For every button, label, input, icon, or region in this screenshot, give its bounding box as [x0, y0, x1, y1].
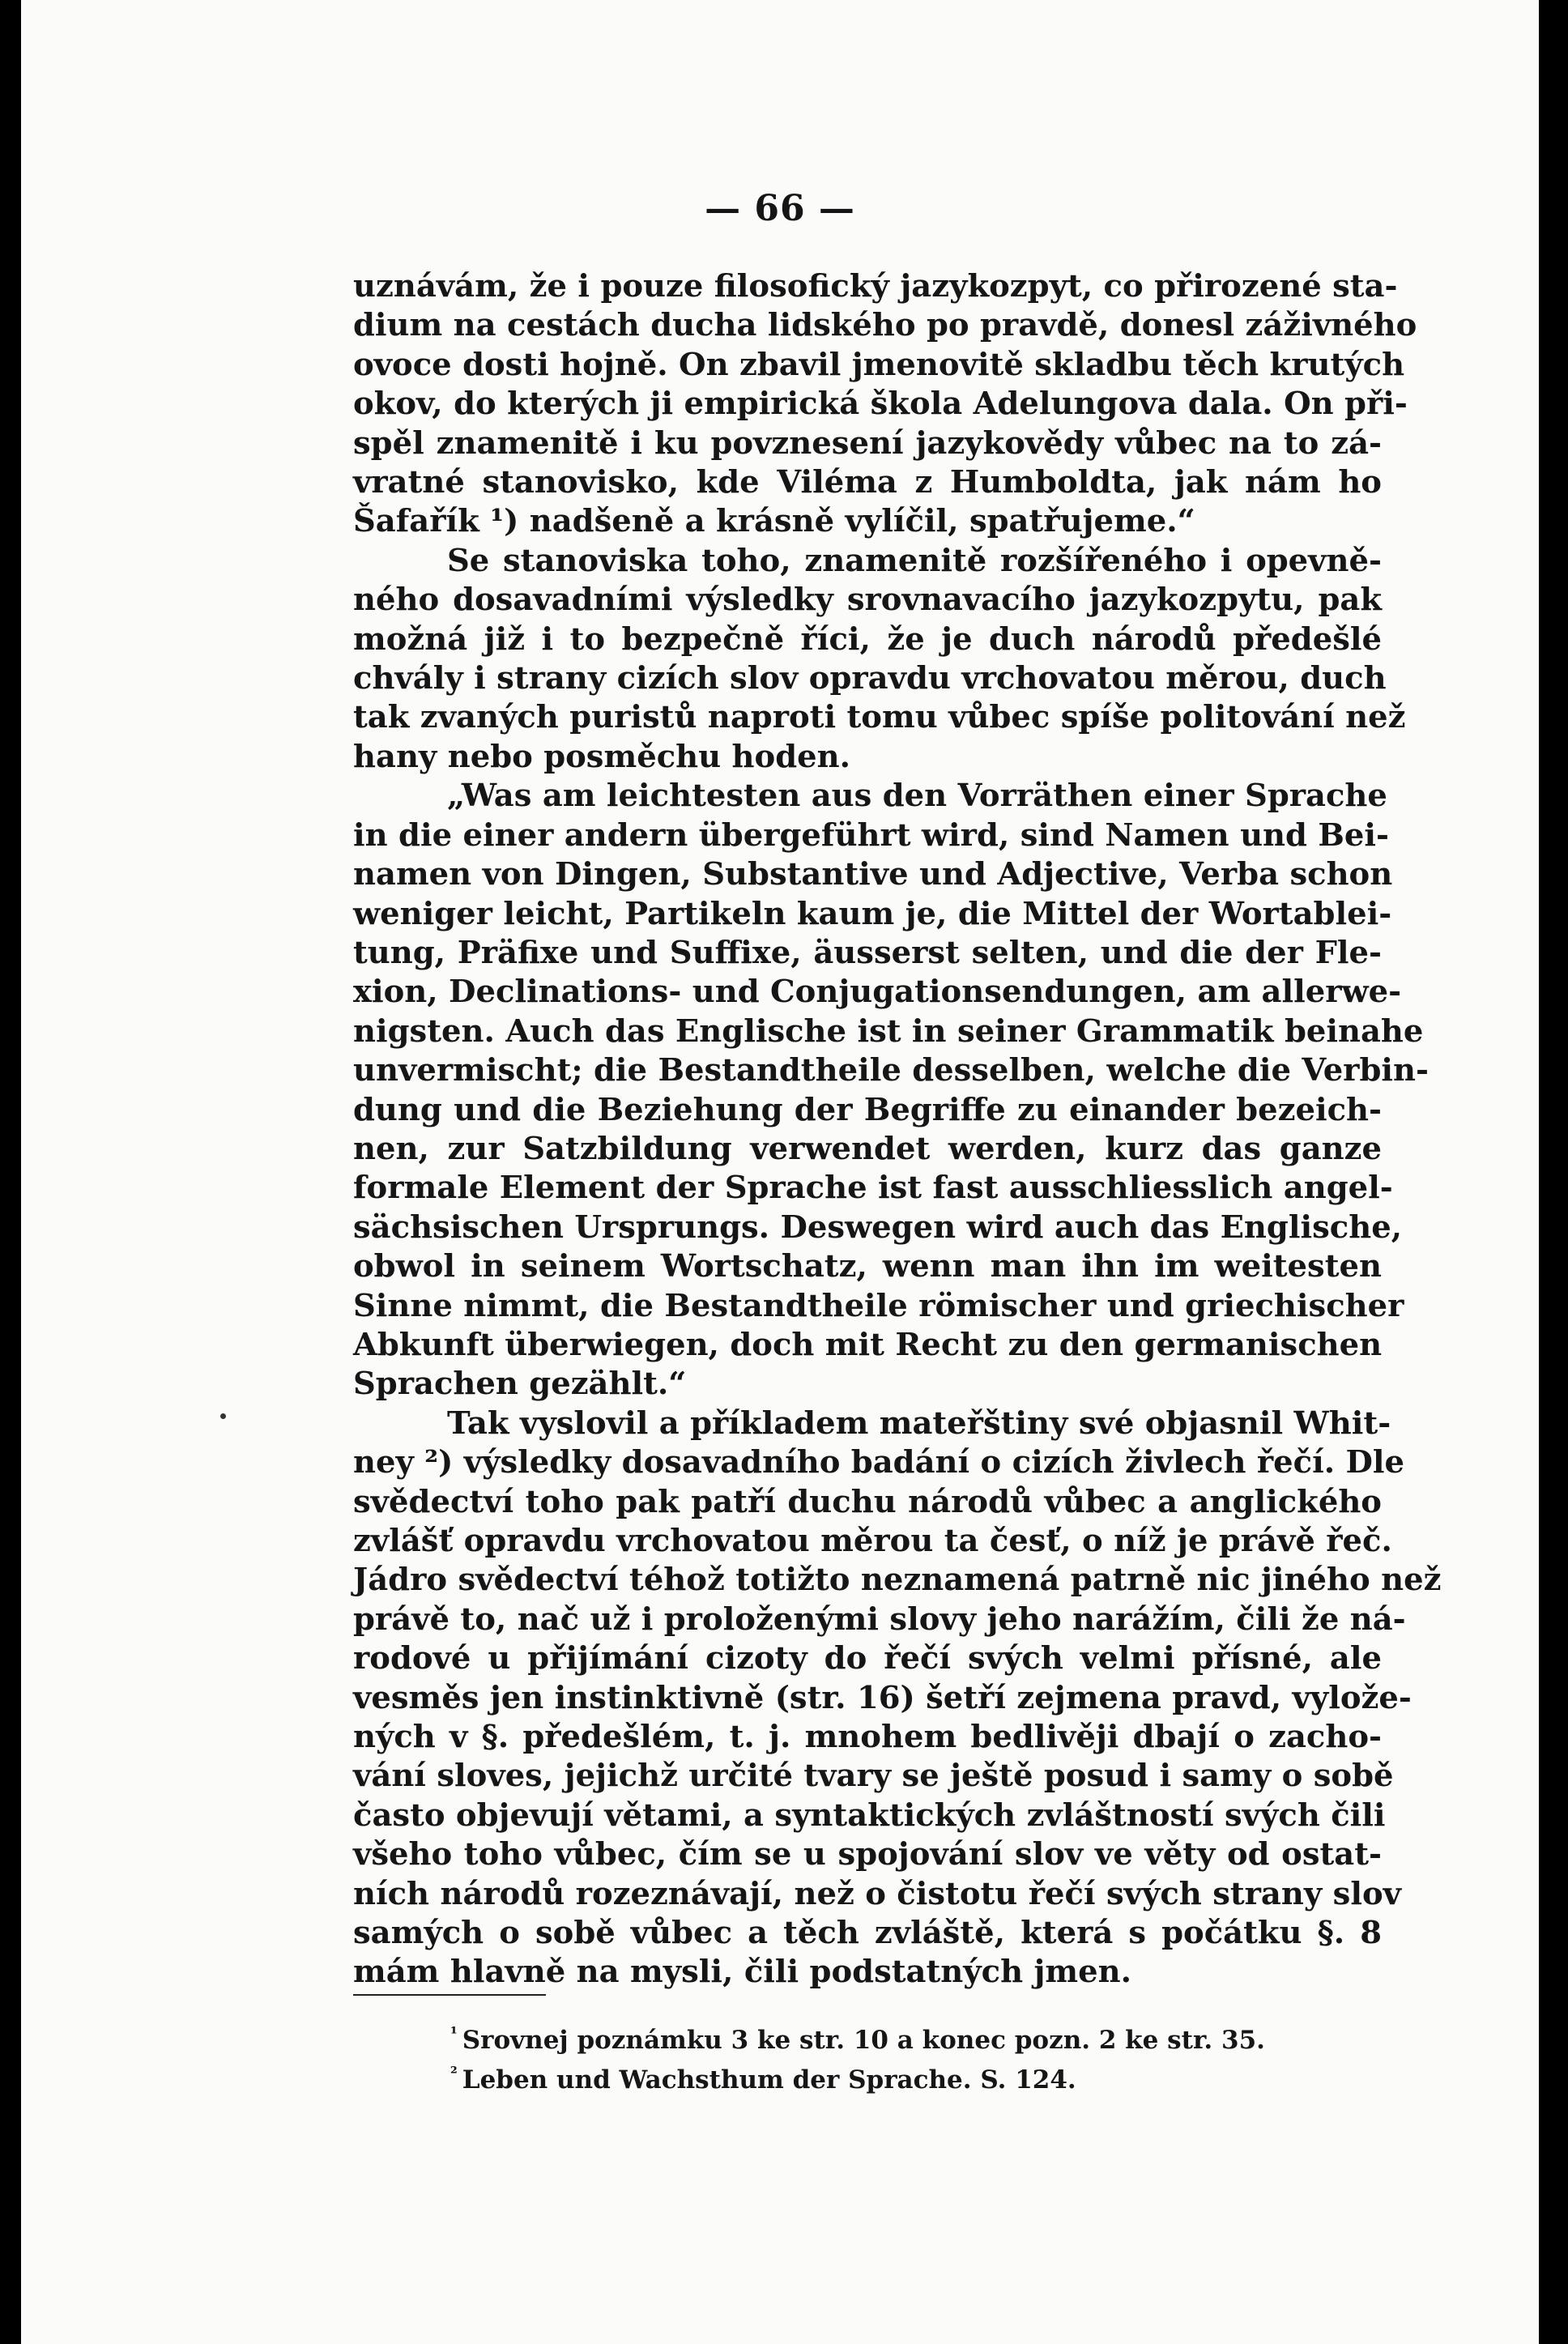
- scan-border: [1539, 0, 1568, 2344]
- page-number: — 66 —: [705, 188, 855, 229]
- text-line: všeho toho vůbec, čím se u spojování slov ve věty od ostat-: [353, 1836, 1382, 1873]
- footnote-text: Srovnej poznámku 3 ke str. 10 a konec pozn. 2 ke str. 35.: [462, 2026, 1265, 2055]
- footnote-mark: ¹: [450, 2023, 458, 2043]
- text-line: ních národů rozeznávají, než o čistotu řečí svých strany slov: [353, 1875, 1401, 1912]
- footnote-text: Leben und Wachsthum der Sprache. S. 124.: [462, 2065, 1076, 2095]
- text-line: „Was am leichtesten aus den Vorräthen einer Sprache: [447, 778, 1387, 815]
- text-line: vratné stanovisko, kde Viléma z Humboldta, jak nám ho: [353, 464, 1382, 501]
- text-line: vání sloves, jejichž určité tvary se ještě posud i samy o sobě: [353, 1758, 1394, 1795]
- text-line: uznávám, že i pouze filosofický jazykozpyt, co přirozené sta-: [353, 268, 1398, 305]
- text-line: obwol in seinem Wortschatz, wenn man ihn im weitesten: [353, 1248, 1382, 1285]
- text-line: mám hlavně na mysli, čili podstatných jmen.: [353, 1954, 1132, 1991]
- text-line: ovoce dosti hojně. On zbavil jmenovitě skladbu těch krutých: [353, 346, 1405, 383]
- text-line: Se stanoviska toho, znamenitě rozšířeného i opevně-: [447, 542, 1382, 579]
- text-line: nigsten. Auch das Englische ist in seiner Grammatik beinahe: [353, 1012, 1424, 1050]
- text-line: formale Element der Sprache ist fast ausschliesslich angel-: [353, 1170, 1393, 1207]
- footnotes: [450, 2017, 1357, 2096]
- text-line: xion, Declinations- und Conjugationsendungen, am allerwe-: [353, 974, 1402, 1011]
- footnote-mark: ²: [450, 2063, 458, 2082]
- text-line: sächsischen Ursprungs. Deswegen wird auch das Englische,: [353, 1208, 1403, 1246]
- text-line: možná již i to bezpečně říci, že je duch národů předešlé: [353, 620, 1382, 658]
- footnote: [450, 2017, 1357, 2056]
- text-line: Sprachen gezählt.“: [353, 1366, 687, 1403]
- text-line: svědectví toho pak patří duchu národů vůbec a anglického: [353, 1483, 1382, 1520]
- text-line: právě to, nač už i proloženými slovy jeho narážím, čili že ná-: [353, 1600, 1406, 1638]
- text-line: spěl znamenitě i ku povznesení jazykovědy vůbec na to zá-: [353, 424, 1382, 462]
- text-line: vesměs jen instinktivně (str. 16) šetří zejmena pravd, vylože-: [353, 1679, 1412, 1716]
- text-line: ney ²) výsledky dosavadního badání o cizích živlech řečí. Dle: [353, 1444, 1405, 1481]
- text-line: Šafařík ¹) nadšeně a krásně vylíčil, spatřujeme.“: [353, 503, 1195, 540]
- text-line: weniger leicht, Partikeln kaum je, die Mittel der Wortablei-: [353, 895, 1392, 932]
- text-line: tung, Präfixe und Suffixe, äusserst selten, und die der Fle-: [353, 934, 1382, 971]
- book-page: [21, 0, 1539, 2344]
- text-line: zvlášť opravdu vrchovatou měrou ta česť, o níž je právě řeč.: [353, 1523, 1392, 1559]
- footnote-divider: [353, 1994, 546, 1996]
- footnote: [450, 2056, 1357, 2096]
- text-line: ných v §. předešlém, t. j. mnohem bedlivěji dbají o zacho-: [353, 1719, 1382, 1756]
- text-line: namen von Dingen, Substantive und Adjective, Verba schon: [353, 856, 1393, 893]
- text-line: často objevují větami, a syntaktických zvláštností svých čili: [353, 1796, 1386, 1834]
- text-line: hany nebo posměchu hoden.: [353, 738, 851, 775]
- text-line: rodové u přijímání cizoty do řečí svých velmi přísné, ale: [353, 1640, 1382, 1677]
- text-line: chvály i strany cizích slov opravdu vrchovatou měrou, duch: [353, 660, 1387, 697]
- body-text: [353, 267, 1442, 1992]
- text-line: Sinne nimmt, die Bestandtheile römischer und griechischer: [353, 1287, 1404, 1324]
- text-line: in die einer andern übergeführt wird, sind Namen und Bei-: [353, 816, 1390, 854]
- text-line: nen, zur Satzbildung verwendet werden, kurz das ganze: [353, 1130, 1382, 1167]
- scan-speck: [220, 1413, 226, 1419]
- text-line: ného dosavadními výsledky srovnavacího jazykozpytu, pak: [353, 582, 1382, 619]
- text-line: Tak vyslovil a příkladem mateřštiny své objasnil Whit-: [447, 1404, 1391, 1442]
- text-line: samých o sobě vůbec a těch zvláště, která s počátku §. 8: [353, 1915, 1382, 1952]
- text-line: dium na cestách ducha lidského po pravdě, donesl záživného: [353, 307, 1417, 344]
- text-line: okov, do kterých ji empirická škola Adelungova dala. On při-: [353, 386, 1408, 423]
- text-line: tak zvaných puristů naproti tomu vůbec spíše politování než: [353, 699, 1406, 736]
- text-line: dung und die Beziehung der Begriffe zu einander bezeich-: [353, 1091, 1382, 1128]
- text-line: Jádro svědectví téhož totižto neznamená patrně nic jiného než: [353, 1562, 1442, 1599]
- text-line: Abkunft überwiegen, doch mit Recht zu den germanischen: [353, 1326, 1383, 1363]
- text-line: unvermischt; die Bestandtheile desselben, welche die Verbin-: [353, 1052, 1429, 1089]
